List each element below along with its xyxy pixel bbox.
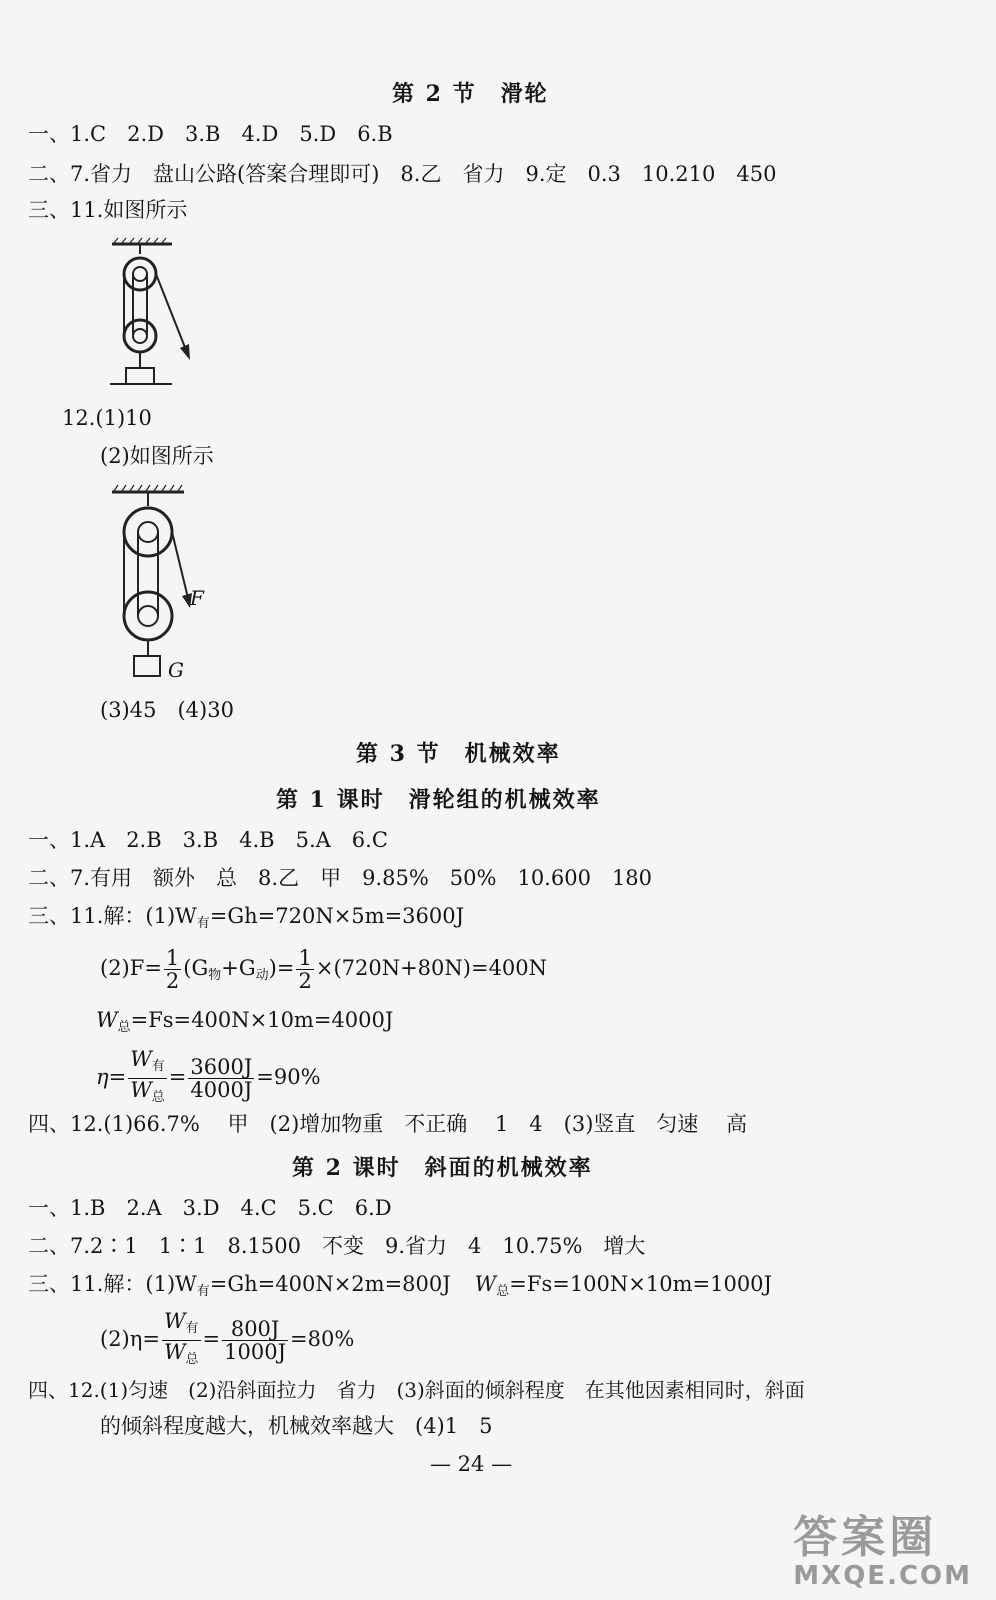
section-title-pulley: 第 2 节 滑轮 — [392, 81, 549, 107]
answer-line: 二、7.省力 盘山公路(答案合理即可) 8.乙 省力 9.定 0.3 10.210 450 — [28, 162, 777, 186]
answer-line: 二、7.有用 额外 总 8.乙 甲 9.85% 50% 10.600 180 — [28, 866, 653, 890]
answer-line-formula: $W_总=Fs=400N\times 10m=4000J$ — [96, 1008, 394, 1035]
fraction-values: $\frac{3600J}{4000J}$ — [190, 1055, 253, 1102]
answer-line: 二、7.2∶1 1∶1 8.1500 不变 9.省力 4 10.75% 增大 — [28, 1234, 646, 1258]
lesson1-title: 第 1 课时 滑轮组的机械效率 — [276, 787, 601, 813]
pulley-figure-1 — [100, 236, 210, 396]
answer-line-formula: 三、11.解：$(1)W_有=Gh=400N\times 2m=800J$ $W_总=Fs=100N\times 10m=1000J$ — [28, 1272, 772, 1299]
answer-line-formula: (2)η= $\frac{W_有}{W_总}$ = $\frac{800J}{1000J}$ =80% — [100, 1310, 354, 1371]
answer-line: 三、11.如图所示 — [28, 198, 188, 222]
pulley-figure-2 — [104, 480, 224, 680]
page-number: — 24 — — [430, 1452, 513, 1476]
lesson2-title: 第 2 课时 斜面的机械效率 — [292, 1155, 593, 1181]
fraction-half: $\frac{1}{2}$ — [165, 946, 180, 993]
answer-line: 一、1.C 2.D 3.B 4.D 5.D 6.B — [28, 122, 393, 146]
fraction-values: $\frac{800J}{1000J}$ — [224, 1317, 287, 1364]
section-title-efficiency: 第 3 节 机械效率 — [356, 741, 561, 767]
fraction-w-ratio: $\frac{W_有}{W_总}$ — [163, 1309, 199, 1367]
answer-line-formula: (2)F= $\frac{1}{2}$ $(G_物+G_动)=$ $\frac{1}{2}$ ×(720N+80N)=400N — [100, 946, 548, 993]
answer-line-formula: 三、11.解：$(1)W_有=Gh=720N\times 5m=3600J$ — [28, 904, 465, 931]
answer-line-formula: η= $\frac{W_有}{W_总}$ = $\frac{3600J}{4000J}$ =90% — [96, 1048, 321, 1109]
fraction-half: $\frac{1}{2}$ — [298, 946, 312, 993]
answer-line: 四、12.(1)匀速 (2)沿斜面拉力 省力 (3)斜面的倾斜程度 在其他因素相同时，斜面 — [28, 1378, 805, 1402]
fraction-w-ratio: $\frac{W_有}{W_总}$ — [130, 1047, 165, 1105]
answer-line: 12.(1)10 — [62, 406, 152, 430]
answer-line: 四、12.(1)66.7% 甲 (2)增加物重 不正确 1 4 (3)竖直 匀速 高 — [28, 1112, 748, 1136]
answer-line: 一、1.B 2.A 3.D 4.C 5.C 6.D — [28, 1196, 392, 1220]
answer-line: (3)45 (4)30 — [100, 698, 234, 722]
answer-line: 的倾斜程度越大，机械效率越大 (4)1 5 — [100, 1414, 493, 1438]
weight-label-g: G — [168, 658, 184, 682]
answer-line: 一、1.A 2.B 3.B 4.B 5.A 6.C — [28, 828, 388, 852]
force-label-f: F — [190, 586, 204, 610]
answer-line: (2)如图所示 — [100, 444, 214, 468]
watermark-logo: 答案圈 MXQE.COM — [793, 1512, 972, 1591]
